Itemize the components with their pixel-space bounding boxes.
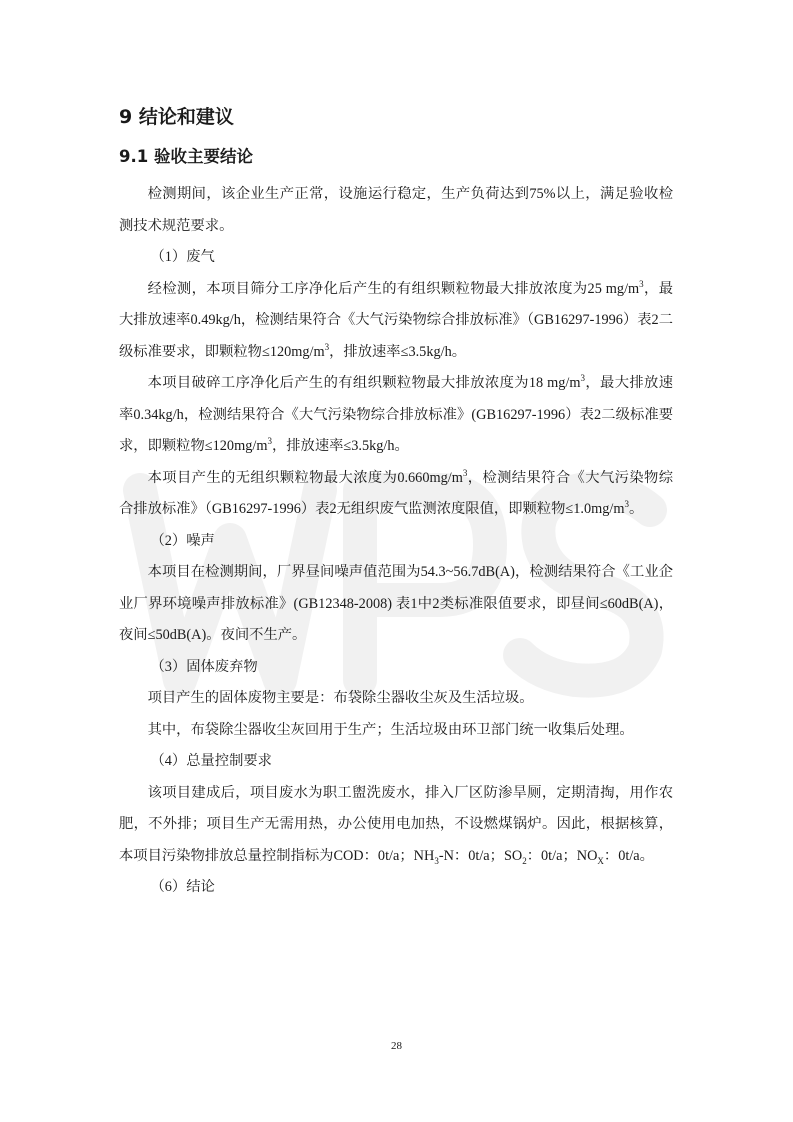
exhaust-gas-paragraph-1: 经检测，本项目筛分工序净化后产生的有组织颗粒物最大排放浓度为25 $mg/m^3$，最大排放速率0.49kg/h，检测结果符合《大气污染物综合排放标准》（GB16297-1996）表2二级标准要求，即颗粒物$\le 120mg/m^3$，排放速率≤3.5kg/h。 (119, 278, 674, 360)
section-heading: 9 结论和建议 (119, 106, 234, 128)
exhaust-gas-paragraph-3: 本项目产生的无组织颗粒物最大浓度为$0.660mg/m^3$，检测结果符合《大气污染物综合排放标准》（GB16297-1996）表2无组织废气监测浓度限值，即颗粒物$\le 1.0mg/m^3$。 (119, 467, 673, 517)
document-page (119, 100, 673, 904)
item-heading-exhaust-gas: （1）废气 (150, 249, 215, 265)
total-control-paragraph: 该项目建成后，项目废水为职工盥洗废水，排入厂区防渗旱厕，定期清掏，用作农肥，不外排；项目生产无需用热，办公使用电加热，不设燃煤锅炉。因此，根据核算，本项目污染物排放总量控制指标为COD：0t/a；$NH_3-N$：0t/a；$SO_2$：0t/a；$NO_X$：0t/a。 (119, 784, 673, 866)
document-body (119, 179, 673, 904)
item-heading-solid-waste: （3）固体废弃物 (150, 658, 258, 675)
item-heading-total-control: （4）总量控制要求 (150, 753, 272, 769)
item-heading-noise: （2）噪声 (150, 532, 215, 549)
noise-paragraph: 本项目在检测期间，厂界昼间噪声值范围为54.3~56.7dB(A)，检测结果符合《工业企业厂界环境噪声排放标准》(GB12348-2008) 表1中2类标准限值要求，即昼间≤60dB(A)，夜间≤50dB(A)。夜间不生产。 (119, 564, 673, 643)
item-heading-conclusion: （6）结论 (150, 879, 215, 895)
subsection-heading: 9.1 验收主要结论 (119, 147, 253, 166)
solid-waste-paragraph-2: 其中，布袋除尘器收尘灰回用于生产；生活垃圾由环卫部门统一收集后处理。 (147, 721, 634, 738)
solid-waste-paragraph-1: 项目产生的固体废物主要是：布袋除尘器收尘灰及生活垃圾。 (147, 690, 534, 706)
exhaust-gas-paragraph-2: 本项目破碎工序净化后产生的有组织颗粒物最大排放浓度为18 $mg/m^3$，最大排放速率0.34kg/h，检测结果符合《大气污染物综合排放标准》(GB16297-1996）表2二级标准要求，即颗粒物$\le 120mg/m^3$，排放速率≤3.5kg/h。 (119, 373, 674, 454)
page-number: 28 (391, 1040, 402, 1052)
intro-paragraph: 检测期间，该企业生产正常，设施运行稳定，生产负荷达到75%以上，满足验收检测技术规范要求。 (119, 186, 673, 234)
